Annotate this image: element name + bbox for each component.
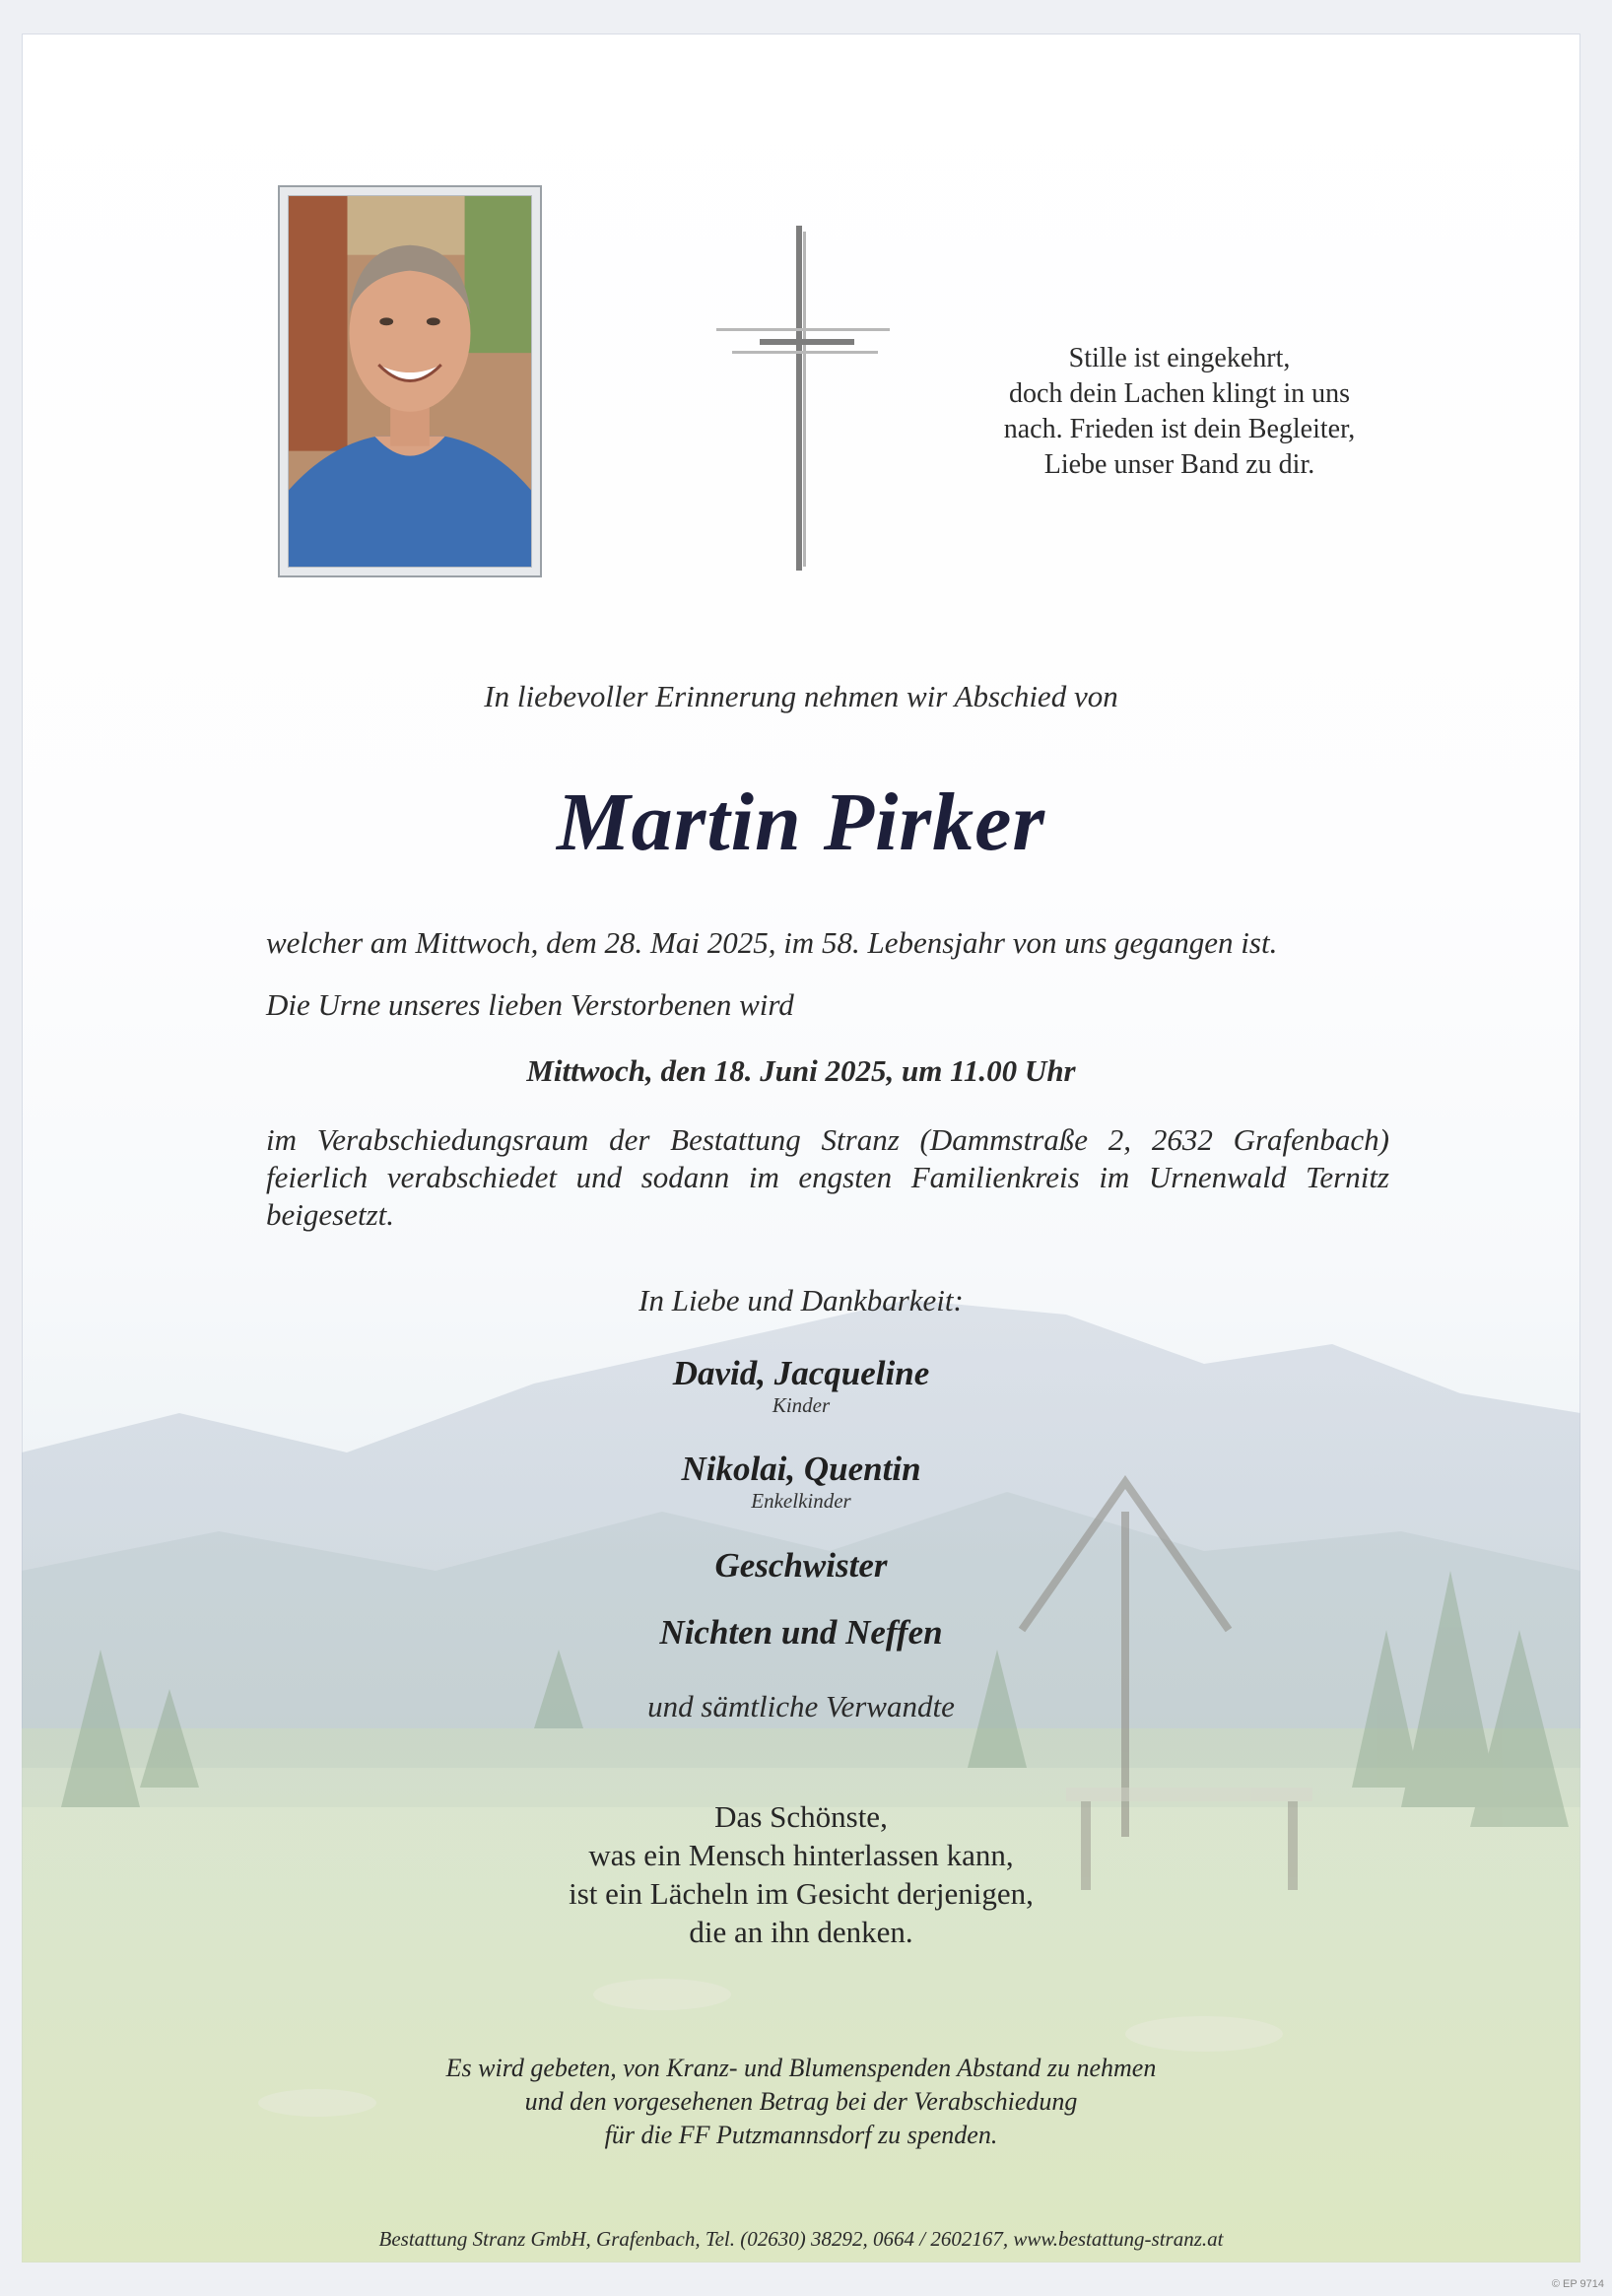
ceremony-date: Mittwoch, den 18. Juni 2025, um 11.00 Uhr [526,1053,1076,1088]
mourner-group [22,1546,1580,1586]
relatives-text: und sämtliche Verwandte [647,1689,955,1723]
funeral-home-footer: Bestattung Stranz GmbH, Grafenbach, Tel. (02630) 38292, 0664 / 2602167, www.bestattung-stranz.at [378,2227,1224,2251]
donation-request-line: und den vorgesehenen Betrag bei der Verabschiedung [524,2087,1078,2116]
poem-bottom-line: was ein Mensch hinterlassen kann, [588,1838,1014,1872]
mourner-group [22,1450,1580,1513]
portrait-image [289,196,531,567]
death-line: welcher am Mittwoch, dem 28. Mai 2025, im 58. Lebensjahr von uns gegangen ist. [266,925,1278,960]
cross-icon [716,226,890,571]
donation-request-line: für die FF Putzmannsdorf zu spenden. [604,2121,998,2149]
mourner-name: Geschwister [714,1546,888,1585]
ceremony-text: im Verabschiedungsraum der Bestattung Stranz (Dammstraße 2, 2632 Grafenbach) feierlich verabschiedet und sodann im engsten Familienkreis im Urnenwald Ternitz beigesetzt. [266,1122,1389,1232]
mourner-name: David, Jacqueline [672,1354,930,1392]
mourner-role: Enkelkinder [751,1489,851,1513]
print-code: © EP 9714 [1551,2278,1604,2290]
portrait-photo-frame [278,185,542,577]
portrait-photo [288,195,532,568]
poem-bottom-line: die an ihn denken. [689,1915,913,1949]
poem-top-line: nach. Frieden ist dein Begleiter, [1003,414,1356,444]
poem-top-line: doch dein Lachen klingt in uns [1008,378,1351,409]
donation-request-line: Es wird gebeten, von Kranz- und Blumenspenden Abstand zu nehmen [445,2054,1157,2082]
thanks-heading: In Liebe und Dankbarkeit: [638,1283,964,1317]
poem-bottom [22,1797,1580,1951]
mourner-name: Nichten und Neffen [659,1613,943,1652]
poem-bottom-line: ist ein Lächeln im Gesicht derjenigen, [569,1876,1034,1911]
obituary-content [22,34,1580,2262]
intro-text: In liebevoller Erinnerung nehmen wir Abschied von [484,679,1118,713]
mourner-role: Kinder [772,1393,831,1417]
poem-top-line: Liebe unser Band zu dir. [1043,449,1315,480]
poem-bottom-line: Das Schönste, [714,1799,888,1834]
obituary-card [22,34,1580,2262]
mourner-group [22,1354,1580,1417]
mourner-group [22,1613,1580,1653]
donation-request [22,2052,1580,2152]
mourner-name: Nikolai, Quentin [681,1450,921,1488]
deceased-name: Martin Pirker [556,777,1046,868]
poem-top [958,341,1401,483]
poem-top-line: Stille ist eingekehrt, [1068,343,1291,373]
relatives-line [22,1689,1580,1724]
urn-line: Die Urne unseres lieben Verstorbenen wird [266,987,794,1022]
